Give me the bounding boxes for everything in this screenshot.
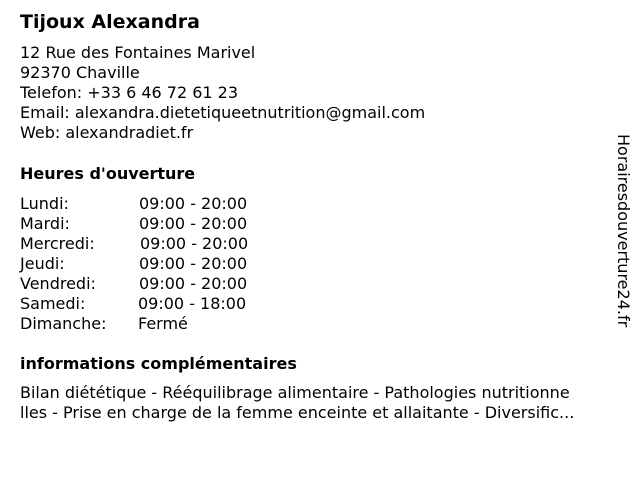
hours-row-thursday [20, 254, 280, 274]
info-line-1: Bilan diététique - Rééquilibrage alimentaire - Pathologies nutritionne [20, 383, 570, 402]
email-address[interactable]: Email: alexandra.dietetiqueetnutrition@gmail.com [20, 103, 426, 122]
day-label: Vendredi: [20, 274, 96, 293]
info-description [20, 383, 630, 423]
opening-hours-table [20, 194, 280, 334]
time-range: 09:00 - 18:00 [138, 294, 247, 313]
day-label: Mercredi: [20, 234, 95, 253]
time-range: 09:00 - 20:00 [139, 194, 248, 213]
time-range: 09:00 - 20:00 [139, 214, 248, 233]
time-range: 09:00 - 20:00 [140, 234, 249, 253]
business-name: Tijoux Alexandra [20, 11, 200, 33]
hours-row-saturday [20, 294, 280, 314]
day-label: Dimanche: [20, 314, 107, 333]
info-heading: informations complémentaires [20, 354, 297, 373]
day-label: Lundi: [20, 194, 69, 213]
info-line-2: lles - Prise en charge de la femme enceinte et allaitante - Diversific... [20, 403, 575, 422]
street-address: 12 Rue des Fontaines Marivel [20, 43, 256, 62]
day-label: Jeudi: [20, 254, 65, 273]
website[interactable]: Web: alexandradiet.fr [20, 123, 194, 142]
city-postal: 92370 Chaville [20, 63, 140, 82]
hours-row-tuesday [20, 214, 280, 234]
site-watermark: Horairesdouverture24.fr [614, 134, 633, 328]
hours-row-friday [20, 274, 280, 294]
hours-row-sunday [20, 314, 280, 334]
day-label: Samedi: [20, 294, 86, 313]
time-range: 09:00 - 20:00 [139, 274, 248, 293]
hours-heading: Heures d'ouverture [20, 164, 196, 183]
phone-number[interactable]: Telefon: +33 6 46 72 61 23 [20, 83, 239, 102]
day-label: Mardi: [20, 214, 70, 233]
time-range: 09:00 - 20:00 [139, 254, 248, 273]
hours-row-monday [20, 194, 280, 214]
hours-row-wednesday [20, 234, 280, 254]
time-range: Fermé [138, 314, 188, 333]
contact-block [20, 43, 425, 143]
